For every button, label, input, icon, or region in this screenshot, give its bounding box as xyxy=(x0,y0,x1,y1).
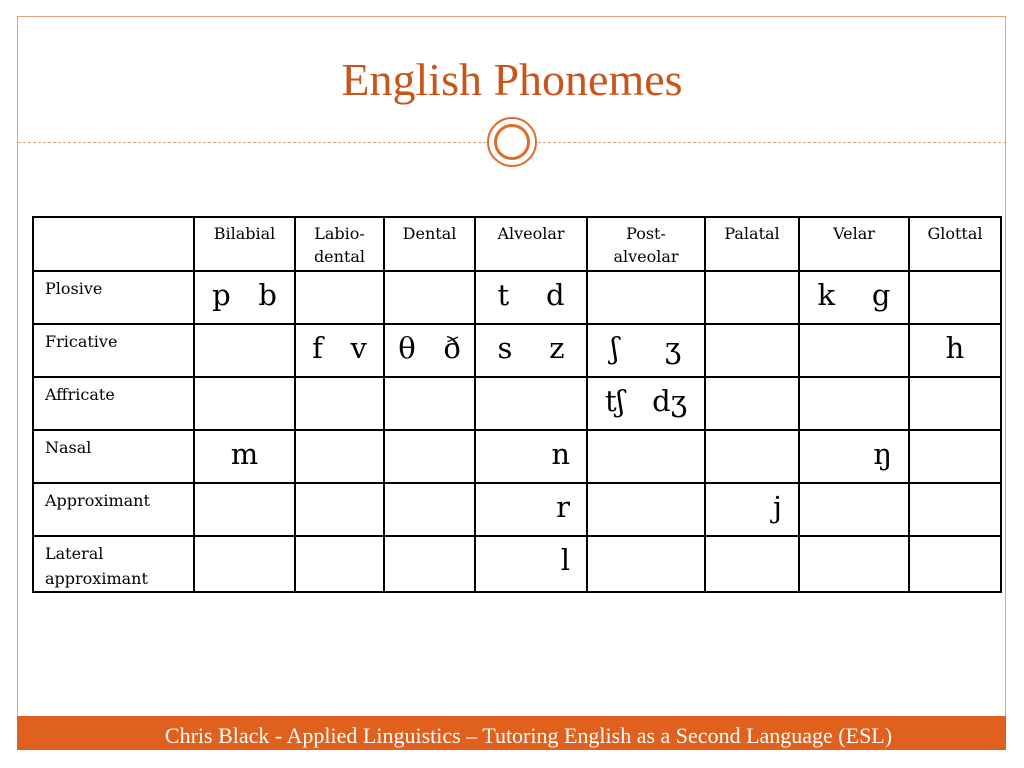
phoneme-cell xyxy=(909,377,1001,430)
column-header: Alveolar xyxy=(475,217,587,271)
phoneme-cell xyxy=(194,324,295,377)
phoneme-cell xyxy=(799,377,909,430)
row-label: Fricative xyxy=(33,324,194,377)
slide-title: English Phonemes xyxy=(341,54,683,105)
phoneme-cell xyxy=(705,377,799,430)
phoneme-cell: m xyxy=(194,430,295,483)
phoneme-cell: h xyxy=(909,324,1001,377)
phoneme-cell xyxy=(705,324,799,377)
column-header: Palatal xyxy=(705,217,799,271)
phoneme-cell: ʃ ʒ xyxy=(587,324,705,377)
phoneme-cell xyxy=(295,430,384,483)
phoneme-cell xyxy=(587,271,705,324)
row-label: Lateral approximant xyxy=(33,536,194,592)
phoneme-cell xyxy=(909,536,1001,592)
phoneme-cell xyxy=(384,271,475,324)
circle-ornament-icon xyxy=(487,117,537,167)
phoneme-cell: ŋ xyxy=(799,430,909,483)
phoneme-cell: k g xyxy=(799,271,909,324)
column-header xyxy=(33,217,194,271)
phoneme-cell xyxy=(194,377,295,430)
phoneme-cell xyxy=(705,536,799,592)
phoneme-cell xyxy=(295,377,384,430)
phoneme-cell: s z xyxy=(475,324,587,377)
phoneme-cell xyxy=(475,377,587,430)
phoneme-cell: r xyxy=(475,483,587,536)
column-header: Glottal xyxy=(909,217,1001,271)
phoneme-cell xyxy=(587,536,705,592)
circle-ornament-inner xyxy=(494,124,530,160)
phoneme-cell: f v xyxy=(295,324,384,377)
phoneme-cell xyxy=(587,430,705,483)
phoneme-cell: j xyxy=(705,483,799,536)
footer-text: Chris Black - Applied Linguistics – Tutoring English as a Second Language (ESL) xyxy=(164,723,893,748)
phoneme-cell xyxy=(384,536,475,592)
table-row xyxy=(33,377,1001,430)
phoneme-cell xyxy=(295,483,384,536)
table-row xyxy=(33,483,1001,536)
phoneme-cell xyxy=(384,483,475,536)
phoneme-cell xyxy=(295,271,384,324)
phoneme-table xyxy=(32,216,1002,593)
phoneme-cell: t d xyxy=(475,271,587,324)
phoneme-cell: l xyxy=(475,536,587,592)
column-header: Velar xyxy=(799,217,909,271)
phoneme-cell xyxy=(587,483,705,536)
row-label: Affricate xyxy=(33,377,194,430)
column-header: Dental xyxy=(384,217,475,271)
table-row xyxy=(33,324,1001,377)
phoneme-cell xyxy=(799,536,909,592)
phoneme-cell xyxy=(295,536,384,592)
table-row xyxy=(33,536,1001,592)
table-header-row xyxy=(33,217,1001,271)
phoneme-cell xyxy=(909,271,1001,324)
phoneme-cell xyxy=(909,483,1001,536)
row-label: Plosive xyxy=(33,271,194,324)
phoneme-cell xyxy=(384,377,475,430)
phoneme-cell xyxy=(799,483,909,536)
row-label: Nasal xyxy=(33,430,194,483)
column-header: Bilabial xyxy=(194,217,295,271)
column-header: Post- alveolar xyxy=(587,217,705,271)
phoneme-cell xyxy=(384,430,475,483)
phoneme-cell xyxy=(705,271,799,324)
phoneme-cell: tʃ dʒ xyxy=(587,377,705,430)
table-row xyxy=(33,430,1001,483)
column-header: Labio- dental xyxy=(295,217,384,271)
phoneme-cell xyxy=(705,430,799,483)
phoneme-cell: θ ð xyxy=(384,324,475,377)
phoneme-cell: p b xyxy=(194,271,295,324)
phoneme-cell: n xyxy=(475,430,587,483)
table-row xyxy=(33,271,1001,324)
phoneme-cell xyxy=(909,430,1001,483)
phoneme-cell xyxy=(194,536,295,592)
phoneme-cell xyxy=(194,483,295,536)
row-label: Approximant xyxy=(33,483,194,536)
phoneme-cell xyxy=(799,324,909,377)
